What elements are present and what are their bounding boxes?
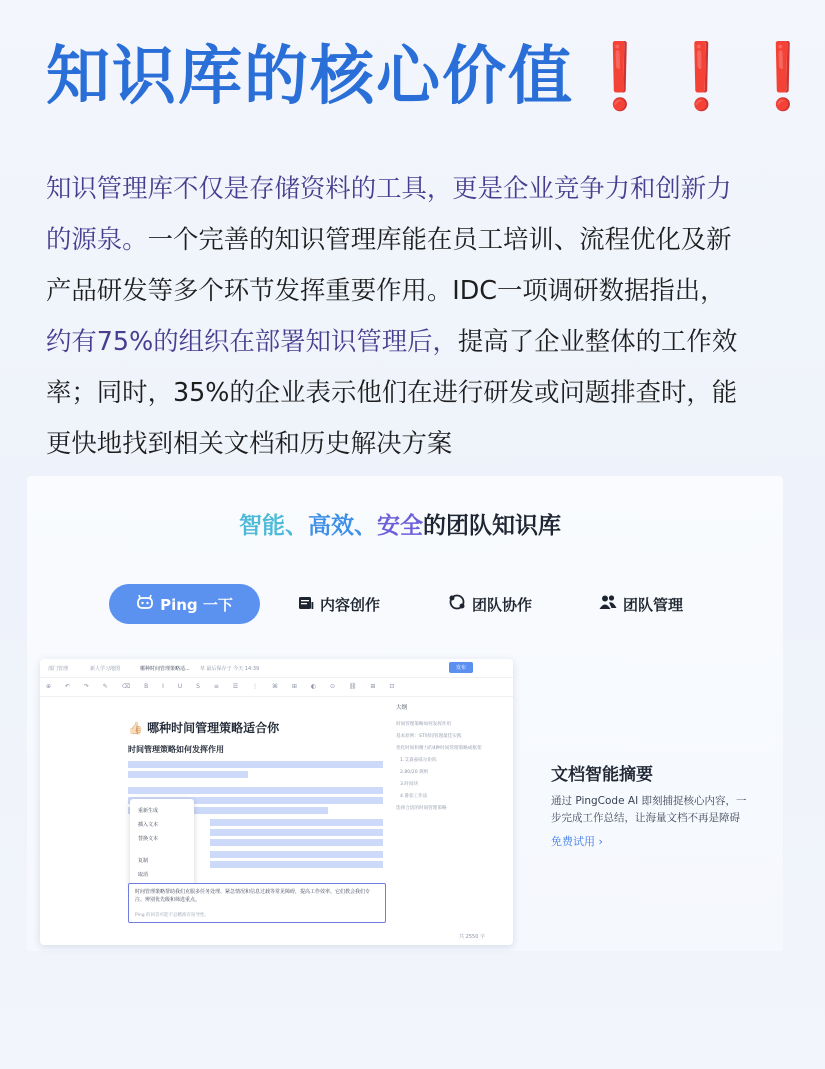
- ai-answer-hint: Ping 的回答可能不总精准有误导性。: [135, 913, 210, 918]
- outline-item[interactable]: 4.番茄工作法: [400, 794, 428, 799]
- menu-cancel[interactable]: 取消: [138, 872, 149, 878]
- toolbar-icons[interactable]: ⊕ ↶ ↷ ✎ ⌫ B I U S ≡ ☰ ⋮ ⌘ ⊞ ◐ ⊙ ⛓ ⊞ ⊡: [46, 683, 401, 690]
- tab-manage-label: 团队管理: [623, 595, 684, 614]
- selected-text: [128, 771, 248, 778]
- menu-copy[interactable]: 复制: [138, 858, 149, 864]
- card-title-rest: 的团队知识库: [423, 513, 561, 539]
- word-count: 共 2550 字: [459, 934, 485, 940]
- breadcrumb-1[interactable]: 部门管理: [48, 666, 69, 672]
- collab-icon: [448, 593, 466, 615]
- intro-line-2b: 一个完善的知识管理库能在员工培训、流程优化及新: [147, 224, 732, 254]
- tab-ping-label: Ping 一下: [160, 595, 233, 614]
- intro-line-3: 产品研发等多个环节发挥重要作用。IDC一项调研数据指出，: [46, 275, 726, 305]
- outline-item[interactable]: 基本原则：ST时间管理最佳实践: [396, 734, 462, 739]
- selected-text: [128, 787, 383, 794]
- doc-title: 👍🏻 哪种时间管理策略适合你: [128, 721, 280, 735]
- outline-heading: 大纲: [396, 705, 408, 711]
- editor-toolbar: [40, 678, 513, 697]
- breadcrumb-2[interactable]: 新人学习地图: [90, 666, 121, 672]
- intro-line-2: 的源泉。: [46, 224, 148, 254]
- tab-content-label: 内容创作: [320, 595, 381, 614]
- free-trial-link[interactable]: 免费试用 ›: [551, 835, 603, 848]
- save-state: 草 最后保存于 今天 14:39: [200, 666, 260, 672]
- menu-replace[interactable]: 替换文本: [138, 836, 159, 842]
- card-title-smart: 智能、: [239, 513, 308, 539]
- intro-line-6: 更快地找到相关文档和历史解决方案: [46, 428, 453, 458]
- tab-collab[interactable]: [448, 584, 532, 624]
- tab-content[interactable]: [298, 584, 380, 624]
- selected-text: [210, 819, 383, 826]
- ping-icon: [136, 594, 154, 614]
- page-title-text: 知识库的核心价值: [46, 40, 574, 114]
- outline-item[interactable]: 2.80/20 规则: [400, 770, 429, 775]
- outline-item[interactable]: 选择合适的时间管理策略: [396, 806, 447, 811]
- editor-header: [40, 659, 513, 678]
- intro-line-1: 知识管理库不仅是存储资料的工具，更是企业竞争力和创新力: [46, 173, 732, 203]
- intro-line-5: 率；同时，35%的企业表示他们在进行研发或问题排查时，能: [46, 377, 738, 407]
- outline-item[interactable]: 时间管理策略如何发挥作用: [396, 722, 452, 727]
- outline-item[interactable]: 3.时间块: [400, 782, 419, 787]
- breadcrumb-3[interactable]: 哪种时间管理策略适...: [140, 666, 190, 672]
- selected-text: [128, 761, 383, 768]
- tab-collab-label: 团队协作: [472, 595, 533, 614]
- publish-button[interactable]: 发布: [449, 662, 473, 673]
- ai-answer-box[interactable]: [128, 883, 386, 923]
- ai-answer-text: 时间管理策略帮助我们克服多任务处理、紧急情况和信息过载等常见障碍，提高工作效率。它们教会我们专注、辨别优先级和筛选重点。: [135, 889, 371, 903]
- menu-insert[interactable]: 插入文本: [138, 822, 159, 828]
- ai-context-menu: [130, 799, 194, 889]
- feature-tabs: [0, 584, 800, 624]
- intro-paragraph: [46, 163, 758, 469]
- outline-item[interactable]: 1.艾森豪威尔矩阵: [400, 758, 437, 763]
- tab-ping[interactable]: [109, 584, 260, 624]
- feature-description: 通过 PingCode AI 即刻捕捉核心内容，一步完成工作总结，让海量文档不再是障碍: [551, 795, 747, 824]
- intro-line-4a: 约有75%的组织在部署知识管理后，: [46, 326, 458, 356]
- page-title: [46, 32, 825, 122]
- selected-text: [210, 829, 383, 836]
- exclamation-marks: ❗❗❗: [580, 40, 825, 114]
- card-title-secure: 安全: [377, 513, 423, 539]
- selected-text: [210, 839, 383, 846]
- intro-line-4b: 提高了企业整体的工作效: [457, 326, 738, 356]
- content-icon: [298, 595, 314, 614]
- card-title-efficient: 高效、: [308, 513, 377, 539]
- outline-panel: [396, 703, 506, 817]
- editor-screenshot: [40, 659, 513, 945]
- people-icon: [599, 594, 617, 614]
- doc-subtitle: 时间管理策略如何发挥作用: [128, 745, 224, 754]
- selected-text: [210, 861, 383, 868]
- feature-title: 文档智能摘要: [551, 765, 653, 785]
- card-title: [0, 507, 800, 540]
- tab-manage[interactable]: [599, 584, 683, 624]
- menu-regenerate[interactable]: 重新生成: [138, 808, 159, 814]
- outline-item[interactable]: 优化时间和精力的4种时间管理策略或框架: [396, 746, 482, 751]
- selected-text: [210, 851, 383, 858]
